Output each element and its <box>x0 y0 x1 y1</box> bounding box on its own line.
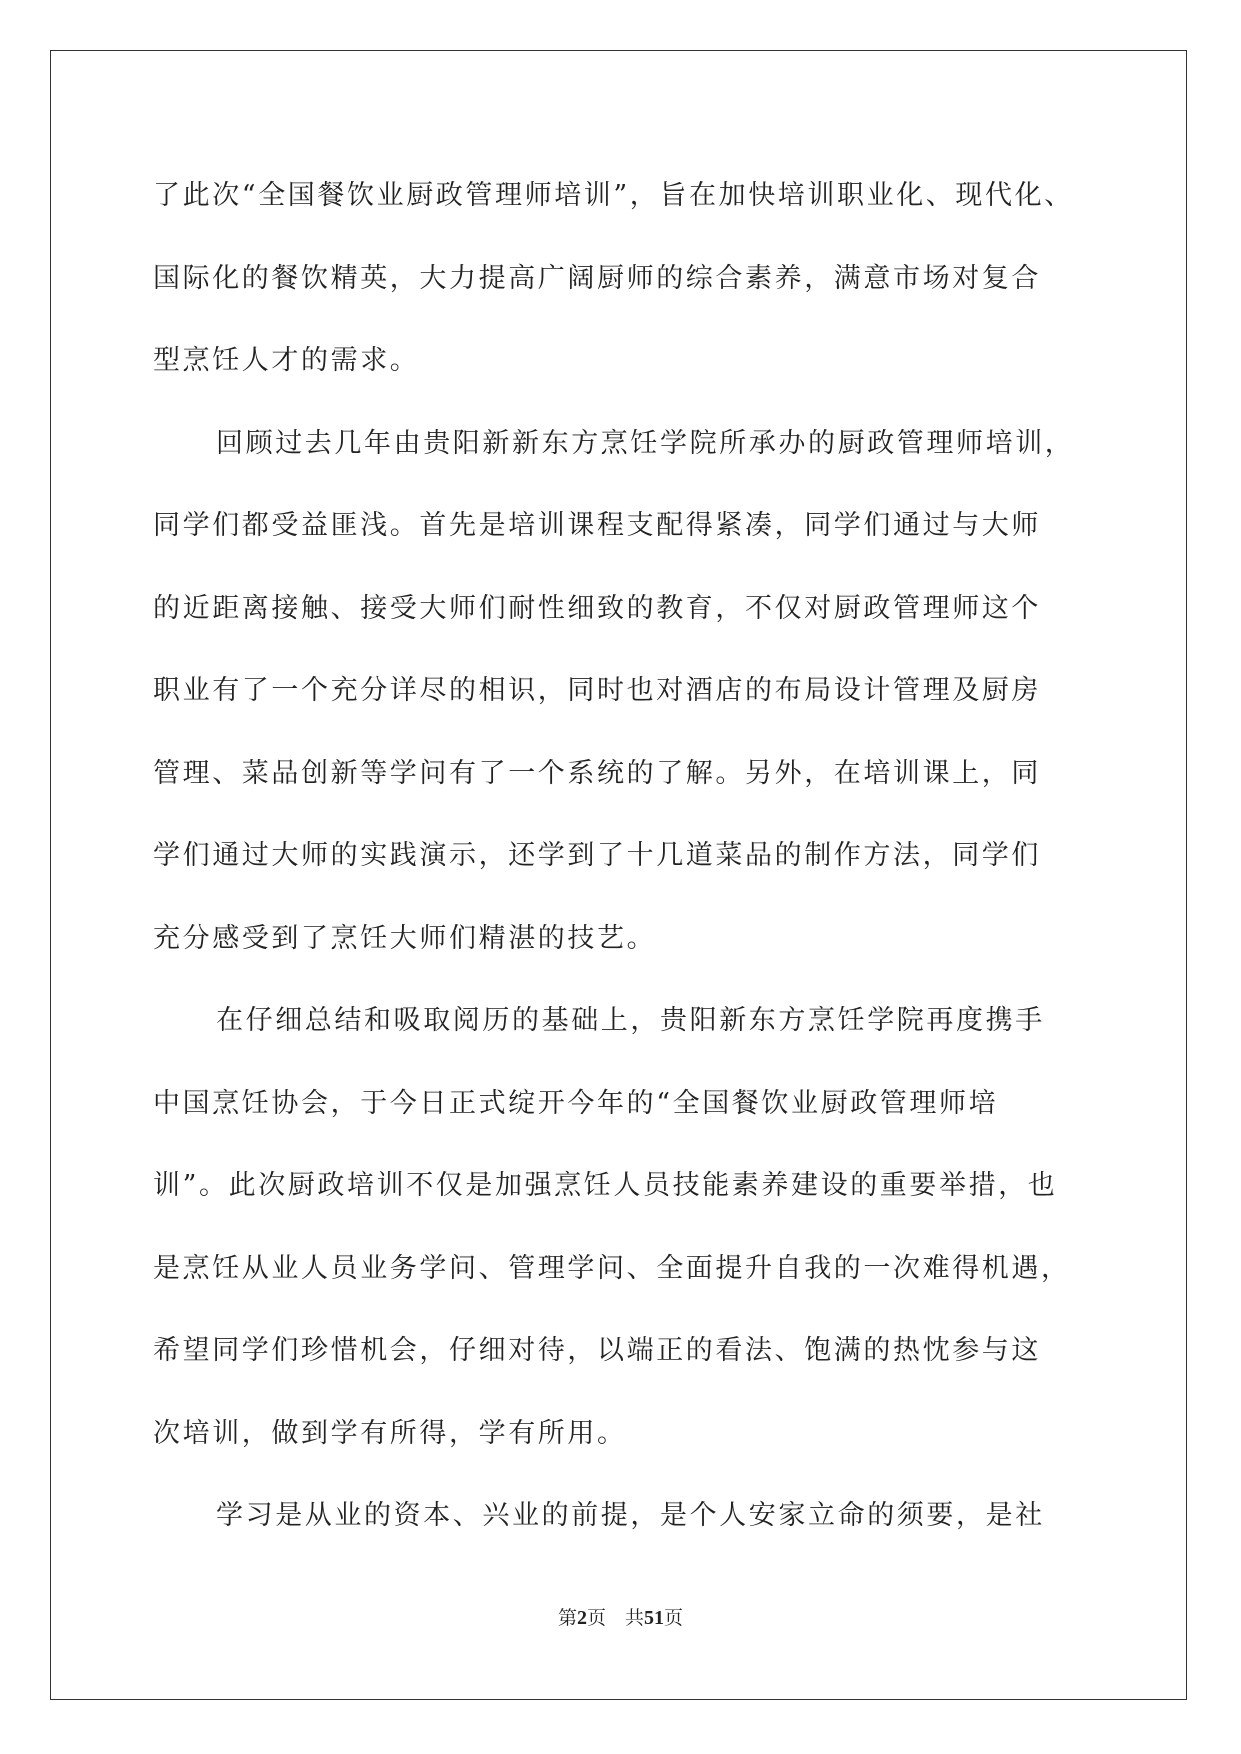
text-line: 管理、菜品创新等学问有了一个系统的了解。另外，在培训课上，同 <box>153 757 1041 789</box>
text-line: 国际化的餐饮精英，大力提高广阔厨师的综合素养，满意市场对复合 <box>153 262 1041 294</box>
text-line: 职业有了一个充分详尽的相识，同时也对酒店的布局设计管理及厨房 <box>153 675 1041 706</box>
text-line: 希望同学们珍惜机会，仔细对待，以端正的看法、饱满的热忱参与这 <box>153 1335 1041 1366</box>
text-line: 是烹饪从业人员业务学问、管理学问、全面提升自我的一次难得机遇， <box>153 1252 1071 1284</box>
text-line: 在仔细总结和吸取阅历的基础上，贵阳新东方烹饪学院再度携手 <box>216 1005 1045 1036</box>
text-line: 同学们都受益匪浅。首先是培训课程支配得紧凑，同学们通过与大师 <box>153 510 1041 541</box>
current-page-number: 2 <box>576 1607 587 1629</box>
footer-mid: 页 共 <box>586 1607 644 1629</box>
total-pages-number: 51 <box>644 1607 664 1629</box>
text-line: 学们通过大师的实践演示，还学到了十几道菜品的制作方法，同学们 <box>153 840 1041 871</box>
text-line: 充分感受到了烹饪大师们精湛的技艺。 <box>153 922 657 954</box>
text-line: 训”。此次厨政培训不仅是加强烹饪人员技能素养建设的重要举措，也 <box>153 1170 1058 1201</box>
text-line: 回顾过去几年由贵阳新新东方烹饪学院所承办的厨政管理师培训， <box>216 427 1075 459</box>
text-line: 的近距离接触、接受大师们耐性细致的教育，不仅对厨政管理师这个 <box>153 592 1041 624</box>
text-line: 次培训，做到学有所得，学有所用。 <box>153 1417 627 1449</box>
text-line: 了此次“全国餐饮业厨政管理师培训”，旨在加快培训职业化、现代化、 <box>153 180 1074 211</box>
footer-prefix: 第 <box>557 1607 577 1629</box>
footer-suffix: 页 <box>664 1607 684 1629</box>
text-line: 学习是从业的资本、兴业的前提，是个人安家立命的须要，是社 <box>216 1500 1045 1531</box>
document-body <box>153 155 1113 1558</box>
page-footer <box>0 1603 1241 1630</box>
text-line: 中国烹饪协会，于今日正式绽开今年的“全国餐饮业厨政管理师培 <box>153 1087 999 1119</box>
text-line: 型烹饪人才的需求。 <box>153 345 420 376</box>
